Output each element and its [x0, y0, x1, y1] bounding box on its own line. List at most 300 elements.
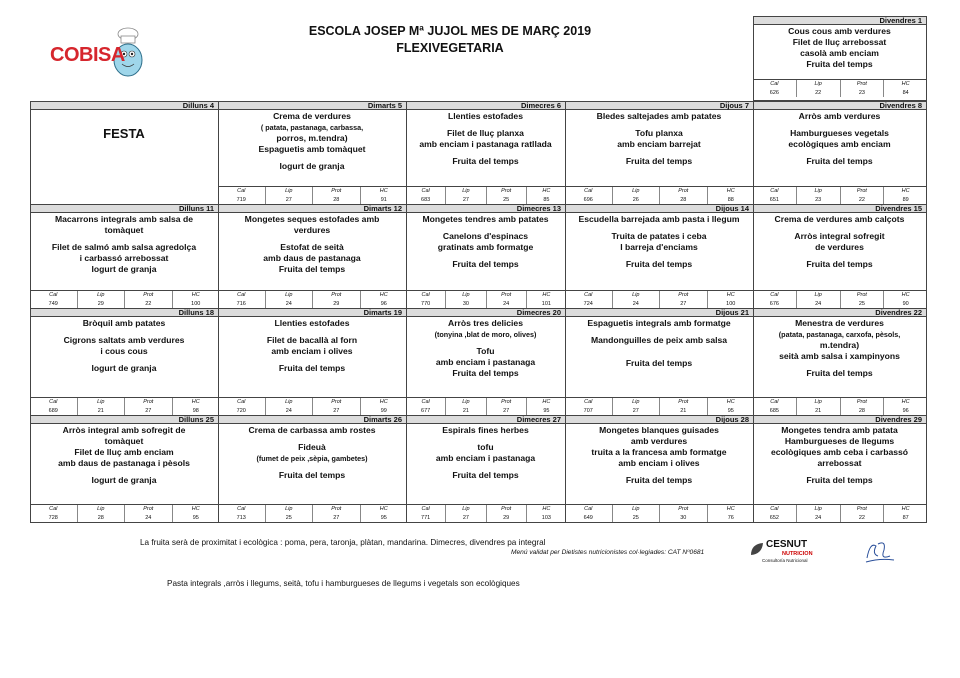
ecological-note: Pasta integrals ,arròs i llegums, seità, tofu i hamburgueses de llegums i vegetals son ecològiques [167, 579, 520, 588]
nutrition-cell [659, 398, 707, 415]
cesnut-sub: NUTRICION [782, 551, 813, 557]
nutrition-value: 685 [769, 408, 779, 414]
nutrition-label: HC [901, 399, 910, 405]
nutrition-value: 21 [680, 408, 687, 414]
nutrition-cell [406, 398, 445, 415]
nutrition-label: Lip [814, 81, 822, 87]
nutrition-value: 771 [421, 515, 431, 521]
nutrition-cell [218, 505, 265, 522]
nutrition-cell [265, 398, 313, 415]
nutrition-cell [753, 80, 796, 97]
nutrition-value: 720 [236, 408, 246, 414]
nutrition-label: Lip [632, 292, 640, 298]
day-header: Dimarts 19 [218, 308, 407, 317]
nutrition-label: Lip [814, 506, 822, 512]
nutrition-label: Lip [97, 399, 105, 405]
nutrition-label: Cal [237, 292, 246, 298]
nutrition-value: 22 [858, 197, 865, 203]
nutrition-cell [883, 80, 927, 97]
day-header: Dijous 7 [565, 101, 754, 110]
nutrition-cell [707, 291, 755, 308]
nutrition-value: 24 [815, 301, 822, 307]
menu-line: Iogurt de granja [91, 475, 157, 485]
nutrition-cell [77, 398, 125, 415]
day-menu [218, 213, 406, 290]
cesnut-leaf-icon [748, 540, 766, 558]
nutrition-row [218, 186, 407, 204]
nutrition-cell [840, 398, 884, 415]
nutrition-cell [883, 505, 927, 522]
menu-line: truita a la francesa amb formatge [591, 447, 727, 457]
nutrition-label: Prot [856, 81, 867, 87]
nutrition-row [30, 504, 219, 522]
nutrition-value: 96 [902, 408, 909, 414]
nutrition-label: Prot [856, 292, 867, 298]
nutrition-cell [753, 187, 796, 204]
nutrition-label: HC [901, 506, 910, 512]
menu-line: Fruita del temps [278, 363, 346, 373]
nutrition-cell [840, 291, 884, 308]
nutrition-label: Cal [770, 292, 779, 298]
nutrition-cell [406, 187, 445, 204]
nutrition-cell [172, 398, 220, 415]
nutrition-value: 91 [380, 197, 387, 203]
menu-line: Fruita del temps [278, 264, 346, 274]
nutrition-cell [77, 291, 125, 308]
nutrition-label: Prot [501, 292, 512, 298]
nutrition-label: Cal [770, 399, 779, 405]
nutrition-label: Cal [584, 188, 593, 194]
nutrition-cell [707, 505, 755, 522]
menu-line: Cous cous amb verdures [788, 26, 891, 36]
nutrition-row [753, 79, 927, 97]
nutrition-label: Lip [462, 506, 470, 512]
menu-line: I barreja d'enciams [620, 242, 698, 252]
menu-line: Tofu [476, 346, 495, 356]
nutrition-row [565, 504, 754, 522]
menu-line: Truita de patates i ceba [611, 231, 707, 241]
menu-line: Arròs tres delicies [448, 318, 523, 328]
nutrition-label: Cal [49, 292, 58, 298]
nutrition-cell [218, 291, 265, 308]
nutrition-label: HC [542, 188, 551, 194]
nutrition-label: Cal [421, 399, 430, 405]
nutrition-value: 30 [462, 301, 469, 307]
nutrition-label: Prot [143, 399, 154, 405]
nutrition-value: 719 [236, 197, 246, 203]
nutrition-value: 103 [541, 515, 551, 521]
nutrition-value: 749 [48, 301, 58, 307]
nutrition-cell [445, 398, 485, 415]
nutrition-value: 29 [333, 301, 340, 307]
day-menu [30, 110, 218, 204]
nutrition-value: 24 [145, 515, 152, 521]
nutrition-value: 22 [858, 515, 865, 521]
nutrition-cell [77, 505, 125, 522]
nutrition-row [565, 397, 754, 415]
nutrition-cell [486, 291, 526, 308]
menu-line: Arròs integral sofregit [794, 231, 885, 241]
day-menu [218, 317, 406, 397]
menu-line: tofu [477, 442, 494, 452]
nutrition-cell [753, 291, 796, 308]
menu-line: Fruita del temps [806, 259, 873, 269]
nutrition-cell [172, 291, 220, 308]
nutrition-label: HC [726, 292, 735, 298]
menu-line: Llenties estofades [274, 318, 350, 328]
menu-line: i cous cous [100, 346, 148, 356]
nutrition-value: 707 [583, 408, 593, 414]
menu-line: amb daus de pastanaga i pèsols [58, 458, 190, 468]
nutrition-label: Cal [770, 81, 779, 87]
nutrition-value: 99 [380, 408, 387, 414]
nutrition-value: 27 [462, 197, 469, 203]
nutrition-cell [659, 187, 707, 204]
nutrition-cell [360, 187, 408, 204]
nutrition-value: 76 [727, 515, 734, 521]
nutrition-value: 29 [97, 301, 104, 307]
menu-line: Crema de verdures amb calçots [774, 214, 905, 224]
nutrition-label: HC [542, 399, 551, 405]
nutrition-cell [265, 505, 313, 522]
nutrition-cell [526, 505, 566, 522]
nutrition-cell [565, 398, 612, 415]
nutrition-cell [312, 505, 360, 522]
nutrition-cell [265, 291, 313, 308]
nutrition-value: 100 [726, 301, 736, 307]
nutrition-label: Lip [97, 292, 105, 298]
menu-line: Mongetes tendres amb patates [422, 214, 549, 224]
day-menu [565, 213, 753, 290]
nutrition-cell [445, 505, 485, 522]
menu-line: i carbassó arrebossat [79, 253, 169, 263]
day-header: Dijous 28 [565, 415, 754, 424]
menu-line: porros, m.tendra) [276, 133, 348, 143]
menu-line: Fruita del temps [625, 358, 693, 368]
nutrition-label: Lip [285, 506, 293, 512]
nutrition-cell [612, 505, 660, 522]
nutrition-cell [30, 291, 77, 308]
nutrition-label: Lip [632, 399, 640, 405]
nutrition-value: 22 [815, 90, 822, 96]
day-header: Dilluns 25 [30, 415, 219, 424]
day-menu [218, 110, 406, 186]
day-header: Dijous 21 [565, 308, 754, 317]
nutrition-label: Lip [462, 399, 470, 405]
day-header: Divendres 8 [753, 101, 927, 110]
nutrition-label: Prot [331, 399, 342, 405]
validation-note: Menú validat per Dietistes nutricionistes col·legiades: CAT Nº0681 [511, 549, 705, 556]
menu-line: m.tendra) [819, 340, 860, 350]
menu-line: Filet de salmó amb salsa agredolça [51, 242, 197, 252]
nutrition-label: Prot [678, 292, 689, 298]
nutrition-value: 101 [541, 301, 551, 307]
nutrition-row [406, 186, 566, 204]
menu-line: Fruita del temps [625, 156, 693, 166]
nutrition-label: HC [379, 399, 388, 405]
nutrition-value: 28 [97, 515, 104, 521]
nutrition-label: Prot [678, 399, 689, 405]
nutrition-row [753, 504, 927, 522]
menu-line: Menestra de verdures [795, 318, 884, 328]
nutrition-row [218, 397, 407, 415]
menu-line: amb enciam i olives [271, 346, 353, 356]
menu-line: Fruita del temps [806, 156, 873, 166]
nutrition-value: 29 [503, 515, 510, 521]
menu-line: gratinats amb formatge [437, 242, 534, 252]
menu-line: Mongetes blanques guisades [599, 425, 719, 435]
nutrition-value: 25 [503, 197, 510, 203]
day-header: Dilluns 18 [30, 308, 219, 317]
nutrition-value: 724 [583, 301, 593, 307]
nutrition-label: Cal [49, 399, 58, 405]
nutrition-cell [445, 187, 485, 204]
nutrition-cell [445, 291, 485, 308]
nutrition-cell [486, 187, 526, 204]
menu-line: ( patata, pastanaga, carbassa, [260, 123, 364, 132]
nutrition-label: Lip [285, 188, 293, 194]
nutrition-cell [565, 291, 612, 308]
menu-line: Filet de bacallà al forn [266, 335, 358, 345]
nutrition-value: 21 [97, 408, 104, 414]
nutrition-cell [526, 291, 566, 308]
signature-stamp [862, 536, 898, 566]
nutrition-label: Lip [814, 399, 822, 405]
nutrition-label: Prot [143, 292, 154, 298]
menu-line: tomàquet [104, 436, 144, 446]
nutrition-value: 84 [902, 90, 909, 96]
nutrition-value: 21 [815, 408, 822, 414]
page-title: ESCOLA JOSEP Mª JUJOL MES DE MARÇ 2019 [308, 24, 592, 38]
day-menu [565, 317, 753, 397]
nutrition-cell [840, 80, 884, 97]
day-header: Dimarts 26 [218, 415, 407, 424]
nutrition-value: 28 [333, 197, 340, 203]
menu-line: Crema de verdures [273, 111, 351, 121]
day-menu [565, 110, 753, 186]
menu-line: amb enciam i pastanaga ratllada [419, 139, 552, 149]
nutrition-value: 696 [583, 197, 593, 203]
nutrition-cell [312, 187, 360, 204]
cesnut-tag: Consultoría Nutricional [762, 558, 808, 563]
day-menu [753, 110, 926, 186]
nutrition-value: 683 [421, 197, 431, 203]
nutrition-label: Cal [584, 292, 593, 298]
nutrition-cell [796, 398, 840, 415]
menu-line: Mandonguilles de peix amb salsa [590, 335, 728, 345]
nutrition-value: 25 [285, 515, 292, 521]
nutrition-value: 676 [769, 301, 779, 307]
menu-line: Fruita del temps [806, 368, 873, 378]
nutrition-label: Cal [421, 292, 430, 298]
nutrition-value: 652 [769, 515, 779, 521]
nutrition-row [30, 397, 219, 415]
nutrition-row [753, 397, 927, 415]
menu-line: (patata, pastanaga, carxofa, pèsols, [778, 330, 901, 339]
nutrition-value: 96 [380, 301, 387, 307]
day-menu [753, 25, 926, 79]
menu-line: Fruita del temps [452, 470, 519, 480]
nutrition-cell [486, 505, 526, 522]
menu-line: Arròs amb verdures [798, 111, 881, 121]
nutrition-cell [526, 187, 566, 204]
nutrition-label: HC [191, 292, 200, 298]
menu-line: Hamburgueses de llegums [784, 436, 895, 446]
nutrition-label: HC [191, 506, 200, 512]
nutrition-label: Prot [678, 188, 689, 194]
day-menu [30, 213, 218, 290]
nutrition-label: HC [379, 506, 388, 512]
nutrition-label: Lip [814, 292, 822, 298]
menu-line: tomàquet [104, 225, 144, 235]
nutrition-row [565, 186, 754, 204]
menu-line: Fruita del temps [625, 475, 693, 485]
day-menu [565, 424, 753, 504]
day-menu [753, 317, 926, 397]
nutrition-label: Cal [421, 506, 430, 512]
menu-line: Espirals fines herbes [442, 425, 529, 435]
nutrition-value: 85 [543, 197, 550, 203]
nutrition-value: 95 [380, 515, 387, 521]
menu-line: FESTA [103, 126, 145, 141]
menu-line: Arròs integral amb sofregit de [62, 425, 186, 435]
menu-line: de verdures [815, 242, 864, 252]
menu-line: Fideuà [298, 442, 326, 452]
menu-line: Llenties estofades [448, 111, 523, 121]
nutrition-label: Prot [856, 188, 867, 194]
menu-line: Mongetes seques estofades amb [244, 214, 380, 224]
day-header: Dilluns 4 [30, 101, 219, 110]
menu-line: Filet de lluç amb enciam [74, 447, 174, 457]
nutrition-cell [360, 291, 408, 308]
nutrition-label: Lip [97, 506, 105, 512]
menu-line: Fruita del temps [452, 368, 519, 378]
menu-line: ecològiques amb enciam [788, 139, 891, 149]
nutrition-value: 90 [902, 301, 909, 307]
day-menu [753, 213, 926, 290]
nutrition-cell [707, 187, 755, 204]
menu-line: Filet de lluç planxa [447, 128, 524, 138]
nutrition-cell [406, 291, 445, 308]
nutrition-value: 23 [858, 90, 865, 96]
menu-line: amb enciam barrejat [617, 139, 701, 149]
nutrition-cell [796, 187, 840, 204]
nutrition-label: Lip [632, 188, 640, 194]
nutrition-value: 713 [236, 515, 246, 521]
nutrition-value: 24 [632, 301, 639, 307]
menu-line: Iogurt de granja [91, 363, 157, 373]
nutrition-value: 27 [145, 408, 152, 414]
nutrition-value: 770 [421, 301, 431, 307]
nutrition-label: Lip [462, 188, 470, 194]
nutrition-value: 626 [769, 90, 779, 96]
nutrition-cell [30, 505, 77, 522]
nutrition-value: 23 [815, 197, 822, 203]
nutrition-value: 728 [48, 515, 58, 521]
nutrition-value: 30 [680, 515, 687, 521]
nutrition-label: HC [191, 399, 200, 405]
nutrition-row [406, 397, 566, 415]
day-header: Dimecres 13 [406, 204, 566, 213]
nutrition-value: 24 [285, 301, 292, 307]
nutrition-label: Cal [584, 399, 593, 405]
day-header: Divendres 1 [753, 16, 927, 25]
day-menu [218, 424, 406, 504]
page-subtitle: FLEXIVEGETARIA [396, 41, 504, 55]
menu-line: Fruita del temps [278, 470, 346, 480]
menu-line: Crema de carbassa amb rostes [248, 425, 376, 435]
day-menu [753, 424, 926, 504]
nutrition-label: Prot [143, 506, 154, 512]
nutrition-value: 27 [632, 408, 639, 414]
nutrition-cell [265, 187, 313, 204]
menu-line: Iogurt de granja [91, 264, 157, 274]
day-header: Dimecres 6 [406, 101, 566, 110]
nutrition-label: Lip [814, 188, 822, 194]
day-header: Divendres 22 [753, 308, 927, 317]
day-header: Divendres 15 [753, 204, 927, 213]
nutrition-cell [406, 505, 445, 522]
nutrition-cell [526, 398, 566, 415]
nutrition-cell [612, 398, 660, 415]
menu-line: Filet de lluç arrebossat [792, 37, 887, 47]
nutrition-value: 27 [333, 515, 340, 521]
nutrition-cell [124, 398, 172, 415]
nutrition-cell [659, 291, 707, 308]
nutrition-label: Lip [632, 506, 640, 512]
nutrition-label: HC [542, 292, 551, 298]
nutrition-label: HC [901, 81, 910, 87]
nutrition-cell [565, 505, 612, 522]
fruit-note: La fruita serà de proximitat i ecològica : poma, pera, taronja, plàtan, mandarina. Dimecres, divendres pa integral [140, 538, 546, 547]
nutrition-row [753, 186, 927, 204]
menu-line: Cigrons saltats amb verdures [63, 335, 185, 345]
menu-line: Bròquil amb patates [82, 318, 166, 328]
nutrition-cell [883, 187, 927, 204]
menu-line: amb verdures [630, 436, 688, 446]
menu-line: casolà amb enciam [800, 48, 879, 58]
day-header: Dimarts 5 [218, 101, 407, 110]
nutrition-label: HC [542, 506, 551, 512]
nutrition-row [218, 504, 407, 522]
menu-line: amb enciam i pastanaga [435, 357, 536, 367]
nutrition-label: HC [726, 506, 735, 512]
nutrition-value: 689 [48, 408, 58, 414]
nutrition-row [753, 290, 927, 308]
nutrition-value: 649 [583, 515, 593, 521]
nutrition-row [406, 290, 566, 308]
nutrition-cell [124, 291, 172, 308]
nutrition-value: 651 [769, 197, 779, 203]
day-header: Dimecres 20 [406, 308, 566, 317]
nutrition-cell [753, 505, 796, 522]
logo-text: COBISA [50, 44, 125, 66]
nutrition-value: 27 [462, 515, 469, 521]
nutrition-cell [796, 291, 840, 308]
menu-line: Hamburgueses vegetals [790, 128, 889, 138]
nutrition-label: Lip [285, 399, 293, 405]
menu-line: Tofu planxa [635, 128, 683, 138]
menu-line: Fruita del temps [452, 156, 519, 166]
nutrition-cell [218, 398, 265, 415]
nutrition-value: 716 [236, 301, 246, 307]
nutrition-cell [172, 505, 220, 522]
nutrition-cell [312, 291, 360, 308]
cesnut-name: CESNUT [766, 539, 808, 550]
nutrition-label: Prot [501, 188, 512, 194]
day-menu [406, 213, 565, 290]
day-menu [406, 317, 565, 397]
